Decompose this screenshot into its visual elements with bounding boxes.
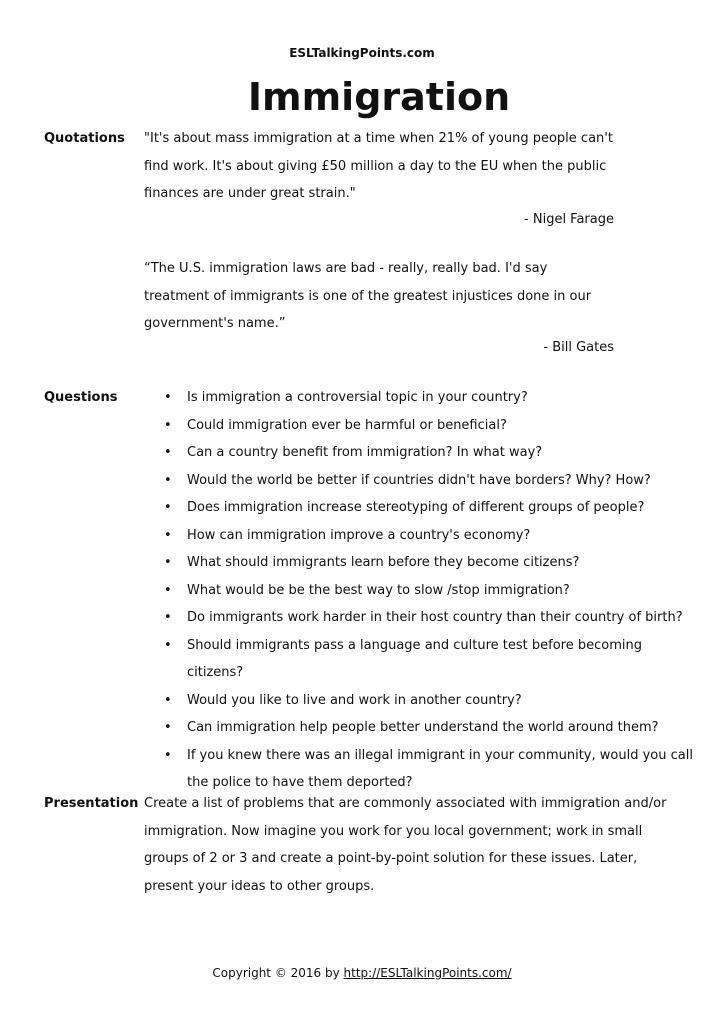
question-item: • Do immigrants work harder in their host country than their country of birth? — [162, 604, 702, 632]
questions-label: Questions — [44, 390, 118, 405]
question-item: • Would you like to live and work in another country? — [162, 687, 702, 715]
copyright-text: Copyright © 2016 by — [212, 966, 344, 980]
presentation-label: Presentation — [44, 796, 139, 811]
questions-list — [162, 384, 702, 797]
question-item: • Can a country benefit from immigration? In what way? — [162, 439, 702, 467]
presentation-text: Create a list of problems that are commonly associated with immigration and/or immigration. Now imagine you work for you local government; work in small groups of 2 or 3 and create a point-by-point solution for these issues. Later, present your ideas to other groups. — [144, 796, 667, 894]
question-item: • Is immigration a controversial topic in your country? — [162, 384, 702, 412]
page-title: Immigration — [247, 75, 511, 119]
question-item: • If you knew there was an illegal immigrant in your community, would you call the police to have them deported? — [162, 742, 702, 797]
site-header: ESLTalkingPoints.com — [289, 46, 435, 60]
question-item: • Could immigration ever be harmful or beneficial? — [162, 412, 702, 440]
quote-author: - Nigel Farage — [524, 211, 614, 227]
question-item: • Should immigrants pass a language and culture test before becoming citizens? — [162, 632, 702, 687]
question-item: • What should immigrants learn before they become citizens? — [162, 549, 702, 577]
quote-text: "It's about mass immigration at a time when 21% of young people can't find work. It's about giving £50 million a day to the EU when the public finances are under great strain." — [144, 131, 613, 201]
question-item: • Can immigration help people better understand the world around them? — [162, 714, 702, 742]
question-item: • Does immigration increase stereotyping of different groups of people? — [162, 494, 702, 522]
question-item: • Would the world be better if countries didn't have borders? Why? How? — [162, 467, 702, 495]
quote-author: - Bill Gates — [543, 339, 614, 355]
quotations-label: Quotations — [44, 131, 125, 146]
quote-1 — [144, 125, 614, 233]
site-link[interactable]: http://ESLTalkingPoints.com/ — [343, 966, 512, 980]
question-item: • How can immigration improve a country's economy? — [162, 522, 702, 550]
quote-text: “The U.S. immigration laws are bad - really, really bad. I'd say treatment of immigrants is one of the greatest injustices done in our government's name.” — [144, 261, 592, 331]
quote-2 — [144, 255, 614, 361]
question-item: • What would be be the best way to slow /stop immigration? — [162, 577, 702, 605]
footer — [0, 966, 724, 980]
